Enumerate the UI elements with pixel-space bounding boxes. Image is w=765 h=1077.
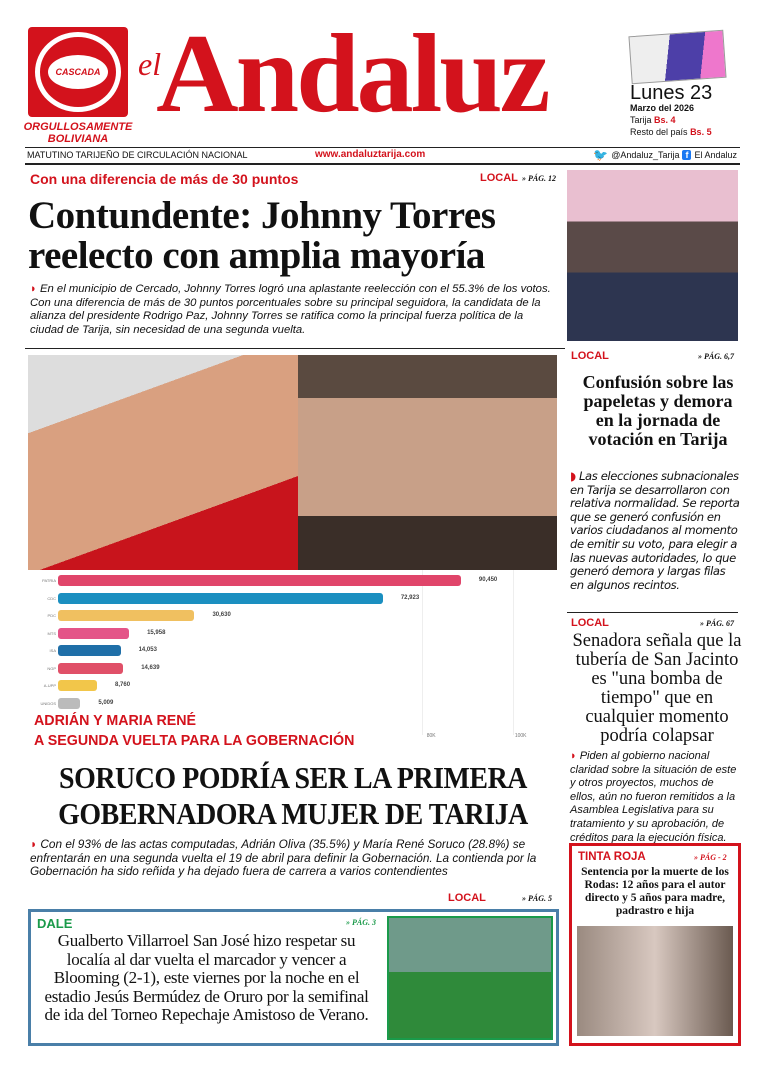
- bar-category-label: ISA: [49, 648, 56, 653]
- divider: [567, 612, 738, 613]
- bar-category-label: NGP: [47, 665, 56, 671]
- tinta-photo: [577, 926, 733, 1036]
- senadora-section: LOCAL: [571, 617, 609, 629]
- lead-summary-text: En el municipio de Cercado, Johnny Torres logró una aplastante reelección con el 55.3% de los votos. Con una diferencia de más de 30 puntos porcentuales sobre su principal seguidora, la candidata de la alianza del presidente Rodrigo Paz, Johnny Torres se ratifica como la principal fuerza política de la ciudad de Tarija, sin necesidad de una segunda vuelta.: [30, 283, 551, 336]
- bar-value-label: 5,009: [98, 699, 114, 706]
- tagline: [18, 121, 138, 145]
- bar: [58, 680, 97, 691]
- lead-page: » PÁG. 12: [522, 174, 556, 183]
- bar: [58, 610, 194, 621]
- facebook-icon: f: [682, 150, 691, 160]
- masthead-title: Andaluz: [156, 12, 548, 136]
- bar-category-label: CDC: [47, 595, 56, 601]
- bullet-icon: ◗: [30, 837, 41, 851]
- tagline-1: ORGULLOSAMENTE: [23, 121, 133, 133]
- bar-value-label: 30,630: [212, 612, 231, 618]
- twitter-handle[interactable]: @Andaluz_Tarija: [611, 150, 680, 160]
- facebook-page[interactable]: El Andaluz: [694, 150, 737, 160]
- bullet-icon: ◗: [570, 469, 579, 483]
- bar-value-label: 90,450: [478, 577, 498, 583]
- x-tick-label: 100K: [514, 733, 527, 739]
- social-links: [593, 148, 737, 162]
- bar: [58, 575, 461, 586]
- x-tick-label: 80K: [426, 733, 436, 739]
- bar-value-label: 72,923: [400, 594, 420, 601]
- bar-category-label: PDC: [47, 613, 56, 618]
- supplements-thumbnail: [628, 30, 726, 85]
- bar: [58, 663, 123, 674]
- confusion-headline: Confusión sobre las papeletas y demora en la jornada de votación en Tarija: [582, 372, 734, 449]
- senadora-headline: Senadora señala que la tubería de San Jacinto es "una bomba de tiempo" que en cualquier momento podría colapsar: [572, 631, 742, 746]
- lead-section: LOCAL: [480, 172, 518, 184]
- senadora-page: » PÁG. 67: [700, 619, 734, 628]
- confusion-section: LOCAL: [571, 350, 609, 362]
- dale-section: DALE: [37, 916, 73, 931]
- tinta-section: TINTA ROJA: [578, 851, 646, 863]
- logo-text: CASCADA: [48, 55, 108, 89]
- senadora-summary-text: Piden al gobierno nacional claridad sobre la situación de este y otros proyectos, muchos de ellos, aún no fueron remitidos a la Asamblea Legislativa para su tratamiento y su aprobación, de créditos para la ejecución física.: [570, 750, 737, 844]
- gob-section: LOCAL: [448, 892, 486, 904]
- price-label: Tarija: [630, 115, 652, 125]
- senadora-summary: [570, 750, 742, 845]
- gob-summary-text: Con el 93% de las actas computadas, Adrián Oliva (35.5%) y María René Soruco (28.8%) se enfrentarán en una segunda vuelta el 19 de abril para definir la Gobernación. La contienda por la Gobernación ha sido reñida y ha dejado fuera de carrera a varios contendientes: [30, 837, 537, 878]
- divider: [25, 163, 740, 165]
- masthead-el: el: [138, 46, 162, 82]
- gridline: [422, 570, 423, 735]
- cascada-logo: [28, 27, 128, 117]
- confusion-summary: [570, 470, 740, 592]
- candidate-photo-soruco: [298, 355, 557, 570]
- dale-box: [28, 909, 559, 1046]
- twitter-icon: 🐦: [593, 148, 609, 162]
- photo-overlay-line-2: A SEGUNDA VUELTA PARA LA GOBERNACIÓN: [34, 732, 355, 749]
- bar-value-label: 8,760: [115, 682, 131, 688]
- lead-kicker: Con una diferencia de más de 30 puntos: [30, 171, 299, 187]
- website-link[interactable]: www.andaluztarija.com: [315, 149, 426, 160]
- edition-day: Lunes 23: [630, 82, 713, 104]
- bar-value-label: 14,639: [141, 664, 160, 671]
- candidate-photo-oliva: [28, 355, 298, 570]
- bar: [58, 593, 383, 604]
- price-label: Resto del país: [630, 127, 688, 137]
- lead-headline: Contundente: Johnny Torres reelecto con amplia mayoría: [28, 194, 496, 277]
- tagline-2: BOLIVIANA: [47, 133, 109, 145]
- lead-summary: [30, 283, 558, 337]
- confusion-page: » PÁG. 6,7: [698, 352, 734, 361]
- dale-page: » PÁG. 3: [346, 918, 376, 927]
- bullet-icon: ◗: [570, 750, 580, 762]
- bar: [58, 698, 80, 709]
- edition-info: [630, 102, 712, 138]
- bar: [58, 628, 129, 639]
- gob-headline: SORUCO PODRÍA SER LA PRIMERA GOBERNADORA MUJER DE TARIJA: [58, 760, 528, 831]
- bar-category-label: UNIDOS: [40, 700, 56, 706]
- bar-category-label: PATRIA: [42, 578, 56, 583]
- strip-slogan: MATUTINO TARIJEÑO DE CIRCULACIÓN NACIONAL: [27, 150, 248, 160]
- confusion-summary-text: Las elecciones subnacionales en Tarija se desarrollaron con relativa normalidad. Se reporta que se generó confusión en varios ciudadanos al momento de emitir su voto, para elegir a las nuevas autoridades, lo que generó demora y largas filas en algunos recintos.: [570, 469, 740, 592]
- price-rest: Bs. 5: [690, 127, 712, 137]
- gob-summary: [30, 838, 558, 879]
- bar-value-label: 15,958: [147, 629, 166, 636]
- gridline: [513, 570, 514, 735]
- tinta-page: » PÁG - 2: [694, 853, 727, 862]
- photo-overlay-line-1: ADRIÁN Y MARIA RENÉ: [34, 712, 197, 729]
- bar-value-label: 14,053: [138, 647, 157, 653]
- bar: [58, 645, 121, 656]
- divider: [25, 348, 565, 349]
- dale-text: Gualberto Villarroel San José hizo respetar su localía al dar vuelta el marcador y vencer a Blooming (2-1), este viernes por la noche en el estadio Jesús Bermúdez de Oruro por la semifinal de ida del Torneo Repechaje Amistoso de Verano.: [44, 931, 369, 1024]
- bullet-icon: ◗: [30, 283, 40, 295]
- bar-category-label: A-UPP: [43, 683, 56, 688]
- bar-category-label: MTS: [47, 630, 56, 636]
- price-tarija: Bs. 4: [654, 115, 676, 125]
- gob-page: » PÁG. 5: [522, 894, 552, 903]
- tinta-roja-box: [569, 843, 741, 1046]
- dale-photo: [387, 916, 553, 1040]
- edition-month: Marzo del 2026: [630, 103, 695, 113]
- lead-photo: [567, 170, 738, 341]
- tinta-headline: Sentencia por la muerte de los Rodas: 12 años para el autor directo y 5 años para madre, padrastro e hija: [581, 866, 729, 917]
